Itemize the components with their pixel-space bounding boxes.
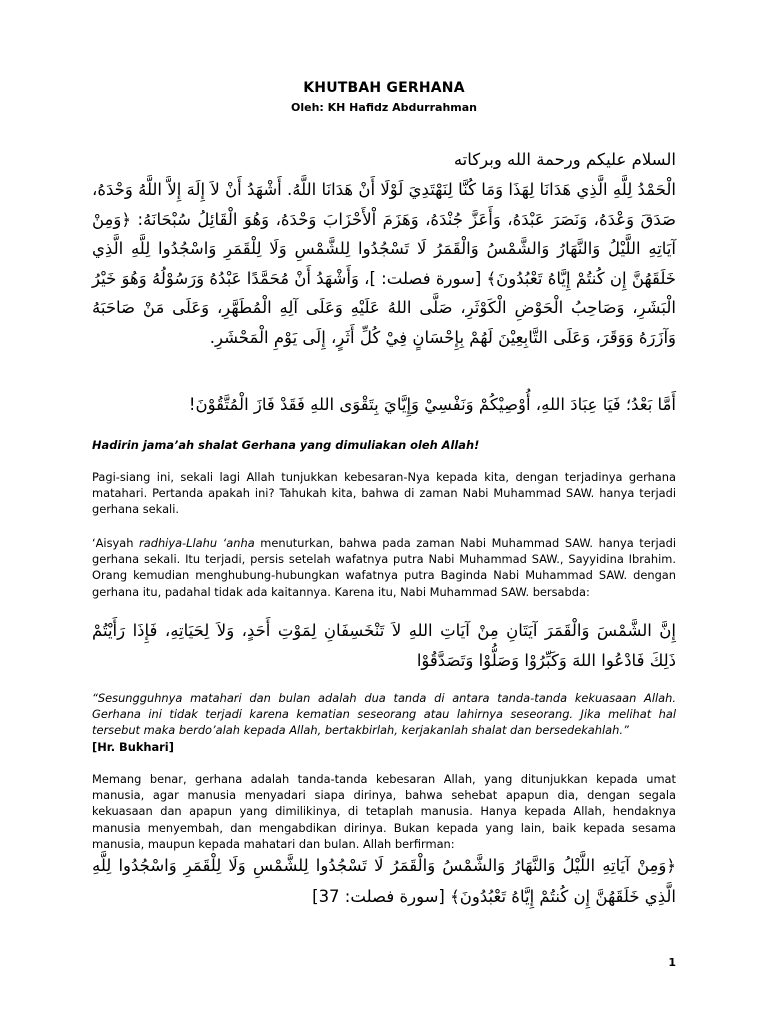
arabic-ayat: ﴿وَمِنْ آيَاتِهِ اللَّيْلُ وَالنَّهَارُ وَالشَّمْسُ وَالْقَمَرُ لَا تَسْجُدُوا لِلشَّمْسِ وَلَا لِلْقَمَرِ وَاسْجُدُوا لِلَّهِ الَّذِي خَلَقَهُنَّ إِن كُنتُمْ إِيَّاهُ تَعْبُدُونَ﴾ [سورة فصلت: 37] [92,856,676,906]
paragraph-2-italic: radhiya-Llahu ‘anha [139,536,255,550]
translation-text: “Sesungguhnya matahari dan bulan adalah dua tanda di antara tanda-tanda kekuasaan Allah. Gerhana ini tidak terjadi karena kematian seseorang atau lahirnya seseorang. Jika melihat hal tersebut maka berdo’alah kepada Allah, bertakbirlah, kerjakanlah shalat dan bersedekahlah.” [92,691,676,738]
document-title: KHUTBAH GERHANA [303,80,465,96]
arabic-opening: الْحَمْدُ لِلَّهِ الَّذِي هَدَانَا لِهَذَا وَمَا كُنَّا لِنَهْتَدِيَ لَوْلَا أَنْ هَدَانَا اللَّهُ. أَشْهَدُ أَنْ لاَ إِلَهَ إِلاَّ اللَّهُ وَحْدَهُ، صَدَقَ وَعْدَهُ، وَنَصَرَ عَبْدَهُ، وَأَعَزَّ جُنْدَهُ، وَهَزَمَ اْلأَحْزَابَ وَحْدَهُ، وَهُوَ الْقَائِلُ سُبْحَانَهُ: ﴿وَمِنْ آيَاتِهِ اللَّيْلُ وَالنَّهَارُ وَالشَّمْسُ وَالْقَمَرُ لَا تَسْجُدُوا لِلشَّمْسِ وَلَا لِلْقَمَرِ وَاسْجُدُوا لِلَّهِ الَّذِي خَلَقَهُنَّ إِن كُنتُمْ إِيَّاهُ تَعْبُدُونَ﴾ [سورة فصلت: ]، وَأَشْهَدُ أَنْ مُحَمَّدًا عَبْدُهُ وَرَسُوْلُهُ وَهُوَ خَيْرُ الْبَشَرِ، وَصَاحِبُ الْحَوْضِ الْكَوْثَرِ، صَلَّى اللهُ عَلَيْهِ وَعَلَى آلِهِ الْمُطَهَّرِ، وَعَلَى مَنْ صَاحَبَهُ وَآزَرَهُ وَوَقَرَ، وَعَلَى التَّابِعِيْنَ لَهُمْ بِإِحْسَانٍ فِيْ كُلِّ أَثَرٍ، إِلَى يَوْمِ الْمَحْشَرِ. [92,180,676,347]
paragraph-1: Pagi-siang ini, sekali lagi Allah tunjukkan kebesaran-Nya kepada kita, dengan terjadinya gerhana matahari. Pertanda apakah ini? Tahukah kita, bahwa di zaman Nabi Muhammad SAW. hanya terjadi gerhana sekali. [92,470,676,517]
hadirin-heading: Hadirin jama’ah shalat Gerhana yang dimuliakan oleh Allah! [92,438,480,452]
paragraph-3: Memang benar, gerhana adalah tanda-tanda kebesaran Allah, yang ditunjukkan kepada umat manusia, agar manusia menyadari siapa dirinya, bahwa sehebat apapun dia, dengan segala kekuasaan dan apapun yang dimilikinya, di tetaplah manusia. Hanya kepada Allah, hendaknya manusia menyembah, dan mengabdikan dirinya. Bukan kepada yang lain, baik kepada sesama manusia, maupun kepada mahatari dan bulan. Allah berfirman: [92,772,676,851]
arabic-amma-badu: أَمَّا بَعْدُ؛ فَيَا عِبَادَ اللهِ، أُوْصِيْكُمْ وَنَفْسِيْ وَإِيَّايَ بِتَقْوَى اللهِ فَقَدْ فَازَ الْمُتَّقُوْنَ! [188,395,676,414]
paragraph-2-prefix: ‘Aisyah [92,536,140,550]
hadith-source: [Hr. Bukhari] [92,739,174,754]
page-number: 1 [668,956,676,969]
document-author: Oleh: KH Hafidz Abdurrahman [290,101,477,114]
paragraph-2-rest: menuturkan, bahwa pada zaman Nabi Muhammad SAW. hanya terjadi gerhana sekali. Itu terjadi, persis setelah wafatnya putra Nabi Muhammad SAW., Sayyidina Ibrahim. Orang kemudian menghubung-hubungkan wafatnya putra Baginda Nabi Muhammad SAW. dengan gerhana itu, padahal tidak ada kaitannya. Karena itu, Nabi Muhammad SAW. bersabda: [92,536,676,599]
arabic-hadith: إِنَّ الشَّمْسَ وَالْقَمَرَ آيَتَانِ مِنْ آيَاتِ اللهِ لاَ تَنْخَسِفَانِ لِمَوْتِ أَحَدٍ، وَلاَ لِحَيَاتِهِ، فَإِذَا رَأَيْتُمْ ذَلِكَ فَادْعُوا اللهَ وَكَبِّرُوْا وَصَلُّوْا وَتَصَدَّقُوْا [92,621,676,670]
paragraph-2 [92,535,676,600]
arabic-greeting: السلام عليكم ورحمة الله وبركاته [453,150,676,169]
hadith-translation [92,690,676,755]
